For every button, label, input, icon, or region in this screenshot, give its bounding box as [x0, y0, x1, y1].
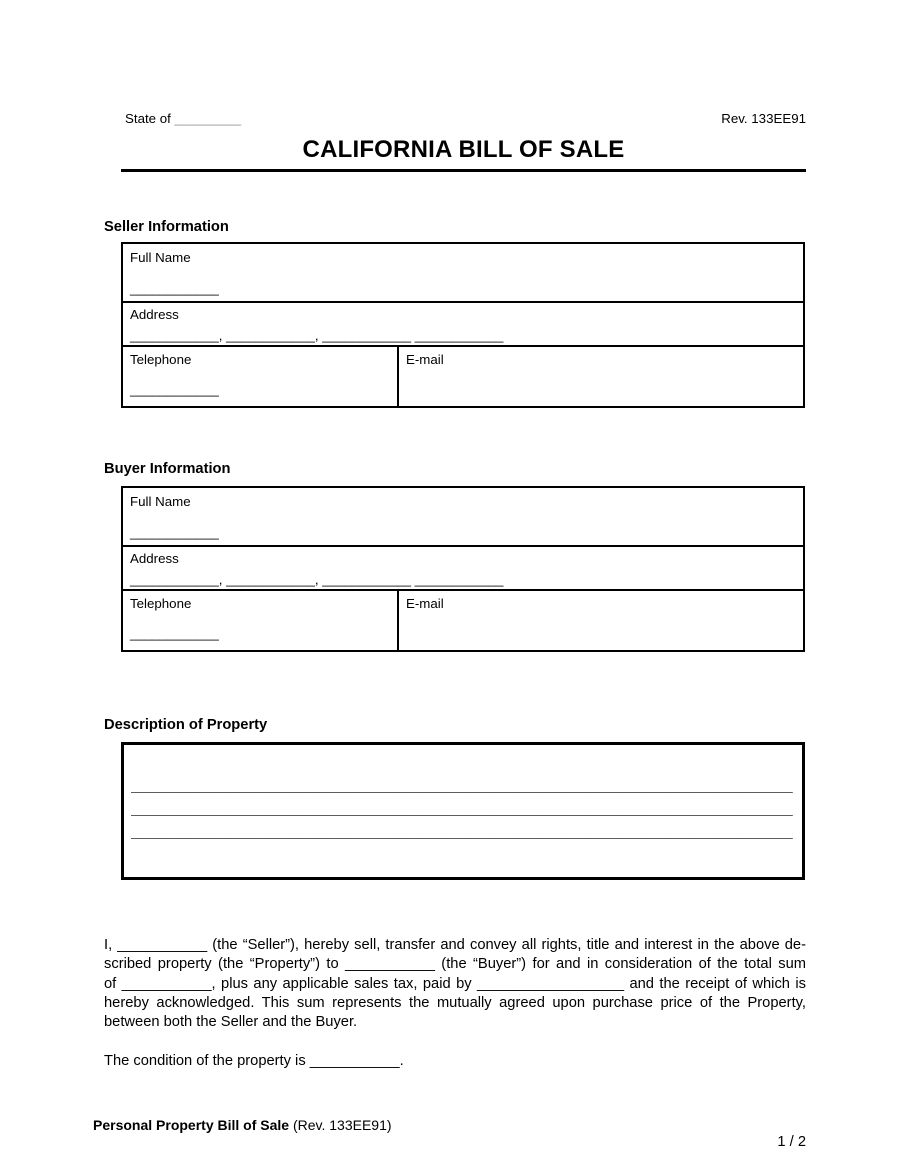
seller-full-name-blank[interactable]: ____________ [130, 281, 219, 296]
buyer-address-label: Address [130, 551, 179, 566]
seller-section-heading: Seller Information [104, 219, 229, 235]
buyer-email-label: E-mail [406, 596, 444, 611]
seller-full-name-row [123, 244, 803, 301]
buyer-address-blanks[interactable]: ____________, ____________, ____________ ____________ [130, 572, 504, 587]
seller-telephone-label: Telephone [130, 352, 192, 367]
agreement-line: between both the Seller and the Buyer. [104, 1014, 358, 1031]
seller-address-label: Address [130, 307, 179, 322]
seller-telephone-blank[interactable]: ____________ [130, 382, 219, 397]
seller-info-table [121, 242, 805, 408]
seller-email-cell [397, 347, 803, 406]
buyer-telephone-cell [123, 591, 397, 650]
page-header [125, 111, 806, 127]
seller-full-name-label: Full Name [130, 250, 191, 265]
state-of-line [125, 111, 241, 127]
buyer-full-name-row [123, 488, 803, 545]
agreement-line: of ___________, plus any applicable sales tax, paid by __________________ and the receipt of which is [104, 975, 806, 992]
buyer-address-row [123, 545, 803, 589]
seller-telephone-cell [123, 347, 397, 406]
seller-contact-row [123, 345, 803, 406]
buyer-full-name-blank[interactable]: ____________ [130, 525, 219, 540]
seller-address-blanks[interactable]: ____________, ____________, ____________ ____________ [130, 328, 504, 343]
page-indicator: 1 / 2 [777, 1134, 806, 1150]
footer-title-bold: Personal Property Bill of Sale [93, 1117, 290, 1133]
footer-revision: (Rev. 133EE91) [289, 1117, 392, 1133]
state-of-label: State of [125, 111, 175, 126]
buyer-section-heading: Buyer Information [104, 461, 231, 477]
buyer-full-name-label: Full Name [130, 494, 191, 509]
buyer-telephone-label: Telephone [130, 596, 192, 611]
buyer-contact-row [123, 589, 803, 650]
agreement-line: I, ___________ (the “Seller”), hereby sell, transfer and convey all rights, title and interest in the above de- [104, 937, 806, 953]
description-blank-line[interactable]: _________________________________________________________________________________ [131, 778, 793, 794]
description-section-heading: Description of Property [104, 717, 268, 733]
condition-line: The condition of the property is ___________. [104, 1053, 404, 1069]
buyer-telephone-blank[interactable]: ____________ [130, 626, 219, 641]
description-blank-line[interactable]: _________________________________________________________________________________ [131, 801, 793, 817]
revision-label: Rev. 133EE91 [721, 111, 806, 126]
agreement-paragraph [104, 936, 806, 1033]
document-title: CALIFORNIA BILL OF SALE [302, 136, 625, 163]
seller-email-label: E-mail [406, 352, 444, 367]
buyer-info-table [121, 486, 805, 652]
description-box [121, 742, 805, 880]
seller-address-row [123, 301, 803, 345]
agreement-line: scribed property (the “Property”) to ___________ (the “Buyer”) for and in consideration of the total sum [104, 956, 806, 973]
footer-document-name [93, 1116, 392, 1134]
description-blank-line[interactable]: _________________________________________________________________________________ [131, 824, 793, 840]
title-rule [121, 169, 806, 172]
buyer-email-cell [397, 591, 803, 650]
state-of-blank[interactable]: _________ [174, 111, 242, 126]
agreement-line: hereby acknowledged. This sum represents the mutually agreed upon purchase price of the Property, [104, 995, 806, 1012]
